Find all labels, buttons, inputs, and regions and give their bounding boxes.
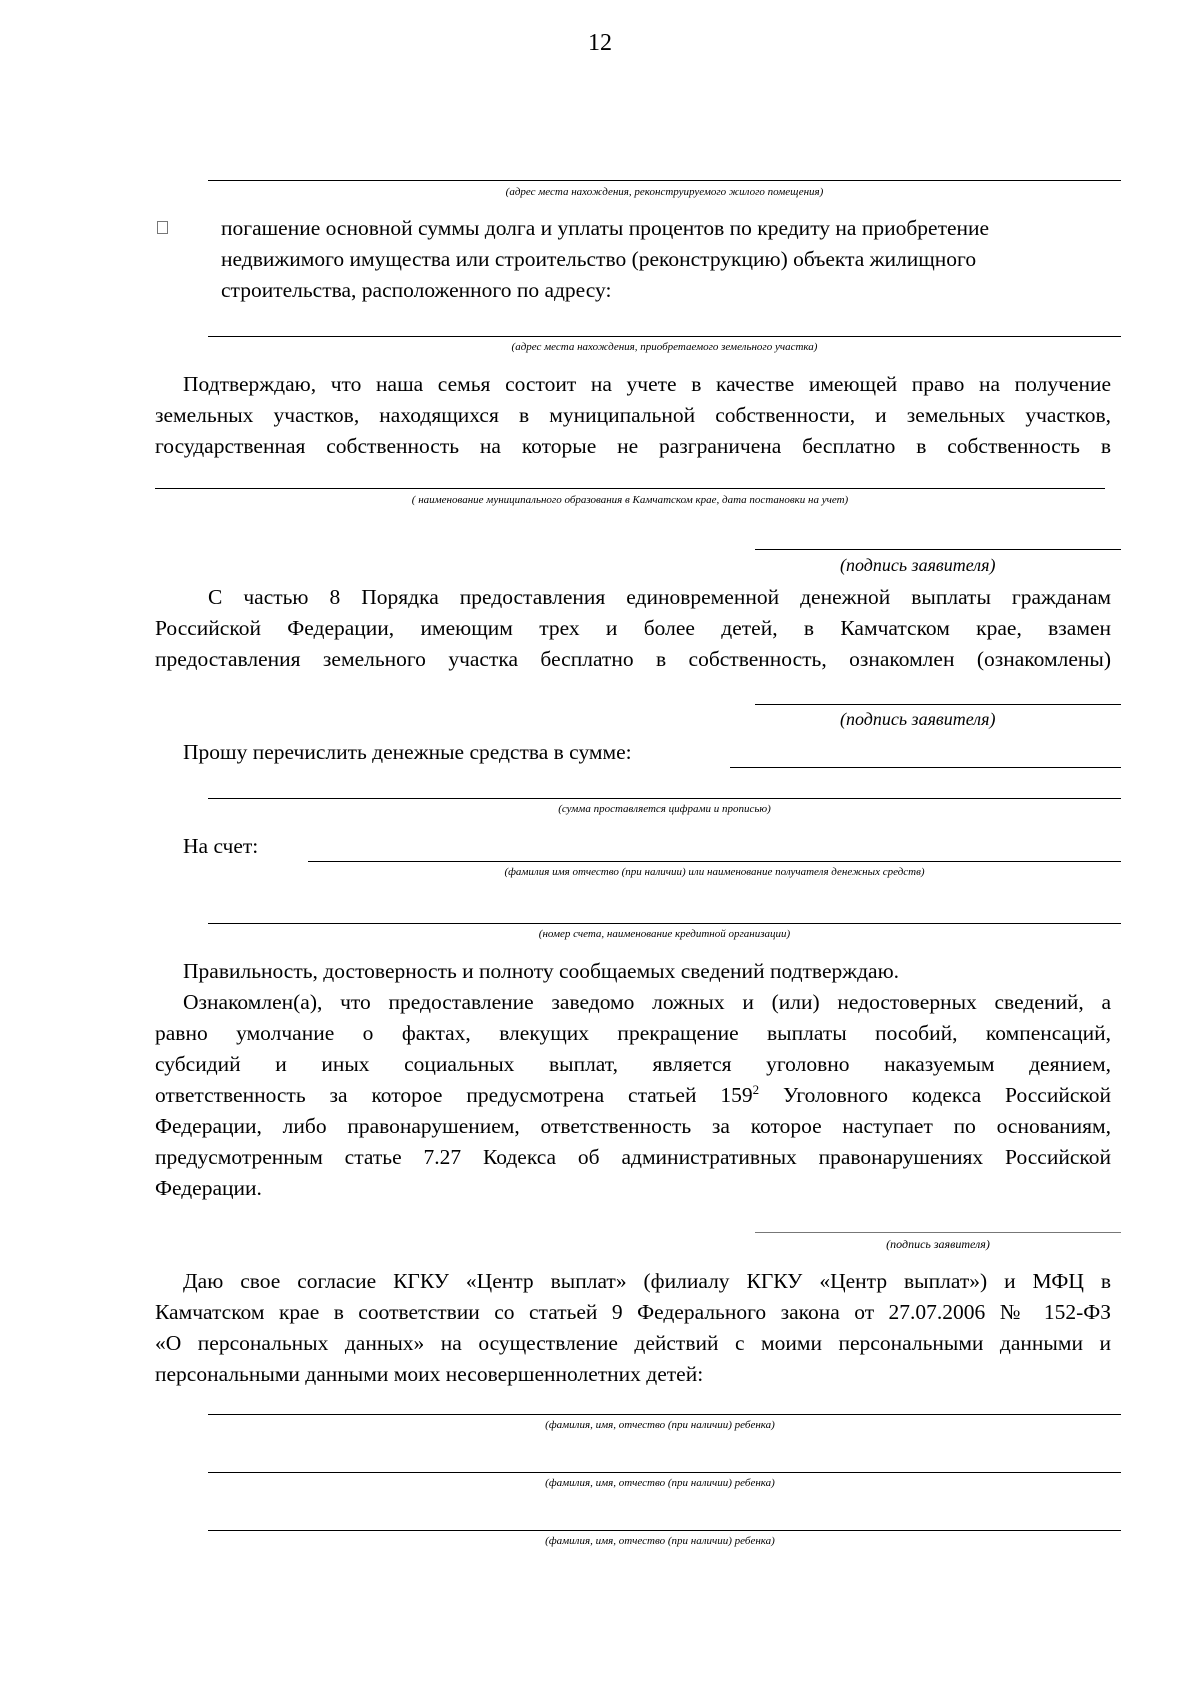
amount-caption: (сумма проставляется цифрами и прописью) xyxy=(558,803,771,815)
confirmation-paragraph xyxy=(155,369,1111,462)
applicant-signature-caption-2: (подпись заявителя) xyxy=(840,709,996,729)
confirmation-line: земельных участков, находящихся в муниципальной собственности, и земельных участков, xyxy=(155,403,1111,427)
child-name-field-2[interactable] xyxy=(208,1472,1121,1473)
page-number: 12 xyxy=(588,30,612,56)
loan-option-text xyxy=(221,213,1121,306)
confirmation-line: государственная собственность на которые не разграничена бесплатно в собственность в xyxy=(155,434,1111,458)
consent-paragraph xyxy=(155,1266,1111,1390)
account-number-caption: (номер счета, наименование кредитной организации) xyxy=(538,928,791,940)
child-name-caption-1: (фамилия, имя, отчество (при наличии) ребенка) xyxy=(545,1419,775,1431)
applicant-signature-field-1[interactable] xyxy=(755,549,1121,550)
loan-address-field[interactable] xyxy=(208,336,1121,337)
child-name-caption-3: (фамилия, имя, отчество (при наличии) ребенка) xyxy=(545,1535,775,1547)
loan-address-caption: (адрес места нахождения, приобретаемого земельного участка) xyxy=(511,341,818,353)
consent-line: «О персональных данных» на осуществление действий с моими персональными данными и xyxy=(155,1331,1111,1355)
consent-line: Камчатском крае в соответствии со статьей 9 Федерального закона от 27.07.2006 № 152-ФЗ xyxy=(155,1300,1111,1324)
child-name-field-3[interactable] xyxy=(208,1530,1121,1531)
acquainted-line: Российской Федерации, имеющим трех и более детей, в Камчатском крае, взамен xyxy=(155,616,1111,640)
applicant-signature-field-3[interactable] xyxy=(755,1232,1121,1233)
reconstruction-address-field[interactable] xyxy=(208,180,1121,181)
loan-option-line: погашение основной суммы долга и уплаты процентов по кредиту на приобретение xyxy=(221,216,990,240)
consent-line: Даю свое согласие КГКУ «Центр выплат» (филиалу КГКУ «Центр выплат») и МФЦ в xyxy=(183,1269,1111,1293)
warning-line-article xyxy=(155,1080,1111,1111)
article-text-tail: Уголовного кодекса Российской xyxy=(759,1083,1112,1107)
applicant-signature-caption-1: (подпись заявителя) xyxy=(840,555,996,575)
correctness-line: Правильность, достоверность и полноту сообщаемых сведений подтверждаю. xyxy=(183,959,900,983)
child-name-field-1[interactable] xyxy=(208,1414,1121,1415)
loan-option-line: недвижимого имущества или строительство (реконструкцию) объекта жилищного xyxy=(221,247,977,271)
acquainted-line: С частью 8 Порядка предоставления единовременной денежной выплаты гражданам xyxy=(208,585,1111,609)
applicant-signature-field-2[interactable] xyxy=(755,704,1121,705)
amount-field[interactable] xyxy=(730,767,1121,768)
warning-line: Федерации, либо правонарушением, ответственность за которое наступает по основаниям, xyxy=(155,1114,1111,1138)
article-text: ответственность за которое предусмотрена статьей 159 xyxy=(155,1083,753,1107)
warning-line: Ознакомлен(а), что предоставление заведомо ложных и (или) недостоверных сведений, а xyxy=(183,990,1111,1014)
declaration-paragraph xyxy=(155,956,1111,1204)
municipality-caption: ( наименование муниципального образования в Камчатском крае, дата постановки на учет) xyxy=(411,494,849,506)
warning-line: Федерации. xyxy=(155,1176,262,1200)
recipient-caption: (фамилия имя отчество (при наличии) или наименование получателя денежных средств) xyxy=(504,866,925,878)
consent-line: персональными данными моих несовершеннолетних детей: xyxy=(155,1362,704,1386)
acquainted-paragraph xyxy=(155,582,1111,675)
municipality-field[interactable] xyxy=(155,488,1105,489)
amount-words-field[interactable] xyxy=(208,798,1121,799)
article-superscript: 2 xyxy=(752,1082,760,1097)
account-label: На счет: xyxy=(183,834,259,858)
recipient-field[interactable] xyxy=(308,861,1121,862)
loan-option-checkbox[interactable] xyxy=(157,221,168,234)
reconstruction-address-caption: (адрес места нахождения, реконструируемого жилого помещения) xyxy=(505,186,824,198)
warning-line: предусмотренным статье 7.27 Кодекса об административных правонарушениях Российской xyxy=(155,1145,1111,1169)
account-number-field[interactable] xyxy=(208,923,1121,924)
applicant-signature-caption-3: (подпись заявителя) xyxy=(886,1237,990,1251)
warning-line: равно умолчание о фактах, влекущих прекращение выплаты пособий, компенсаций, xyxy=(155,1021,1111,1045)
warning-line: субсидий и иных социальных выплат, является уголовно наказуемым деянием, xyxy=(155,1052,1111,1076)
child-name-caption-2: (фамилия, имя, отчество (при наличии) ребенка) xyxy=(545,1477,775,1489)
loan-option-line: строительства, расположенного по адресу: xyxy=(221,278,612,302)
transfer-request-label: Прошу перечислить денежные средства в сумме: xyxy=(183,740,632,764)
confirmation-line: Подтверждаю, что наша семья состоит на учете в качестве имеющей право на получение xyxy=(183,372,1111,396)
acquainted-line: предоставления земельного участка бесплатно в собственность, ознакомлен (ознакомлены) xyxy=(155,647,1111,671)
